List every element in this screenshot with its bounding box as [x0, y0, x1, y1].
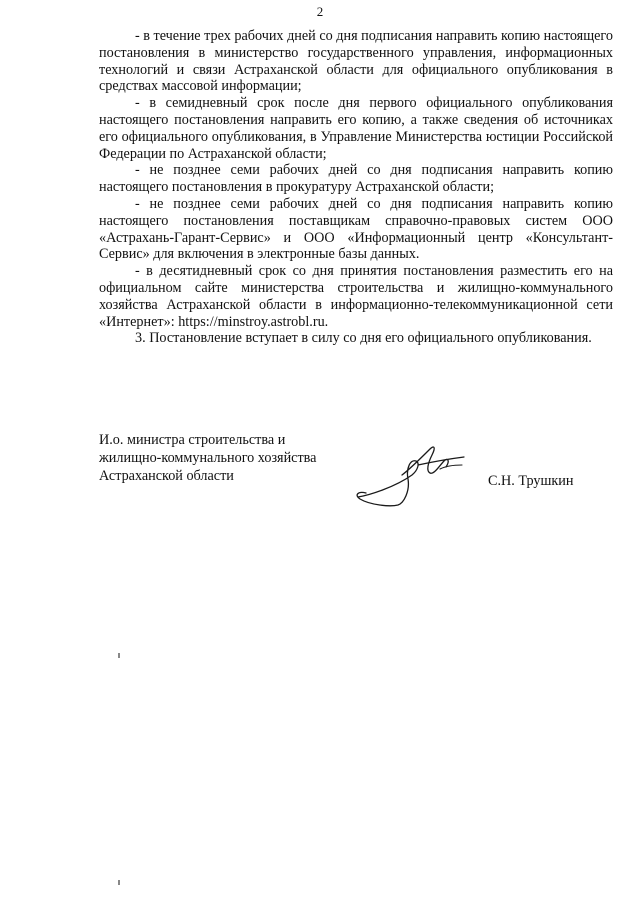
page-number: 2	[316, 4, 324, 19]
paragraph-effective-date: 3. Постановление вступает в силу со дня его официального опубликования.	[135, 330, 592, 347]
document-body	[99, 28, 613, 347]
paragraph-publish-online: - в десятидневный срок со дня принятия постановления разместить его на официальном сайте министерства строительства и жилищно-коммунального хозяйства Астраханской области в информационно-телекоммуникационной сети «Интернет»: https://minstroy.astrobl.ru.	[99, 263, 613, 330]
handwritten-signature	[340, 435, 480, 515]
signatory-name: С.Н. Трушкин	[488, 473, 574, 489]
scan-speck	[118, 880, 120, 885]
signatory-title-line: жилищно-коммунального хозяйства	[99, 450, 317, 466]
signatory-title	[99, 431, 316, 485]
paragraph-copy-to-justice: - в семидневный срок после дня первого официального опубликования настоящего постановления направить его копию, а также сведения об источниках его официального опубликования, в Управление Министерства юстиции Российской Федерации по Астраханской области;	[99, 95, 613, 162]
paragraph-copy-to-legal-systems: - не позднее семи рабочих дней со дня подписания направить копию настоящего постановления поставщикам справочно-правовых систем ООО «Астрахань-Гарант-Сервис» и ООО «Информационный центр «Консультант-Сервис» для включения в электронные базы данных.	[99, 195, 613, 263]
signatory-title-line: И.о. министра строительства и	[99, 432, 286, 448]
paragraph-copy-to-prosecutor: - не позднее семи рабочих дней со дня подписания направить копию настоящего постановления в прокуратуру Астраханской области;	[99, 162, 613, 196]
scan-speck	[118, 653, 120, 658]
signatory-title-line: Астраханской области	[99, 468, 234, 484]
paragraph-copy-to-ministry: - в течение трех рабочих дней со дня подписания направить копию настоящего постановления в министерство государственного управления, информационных технологий и связи Астраханской области для официального опубликования в средствах массовой информации;	[99, 28, 613, 95]
